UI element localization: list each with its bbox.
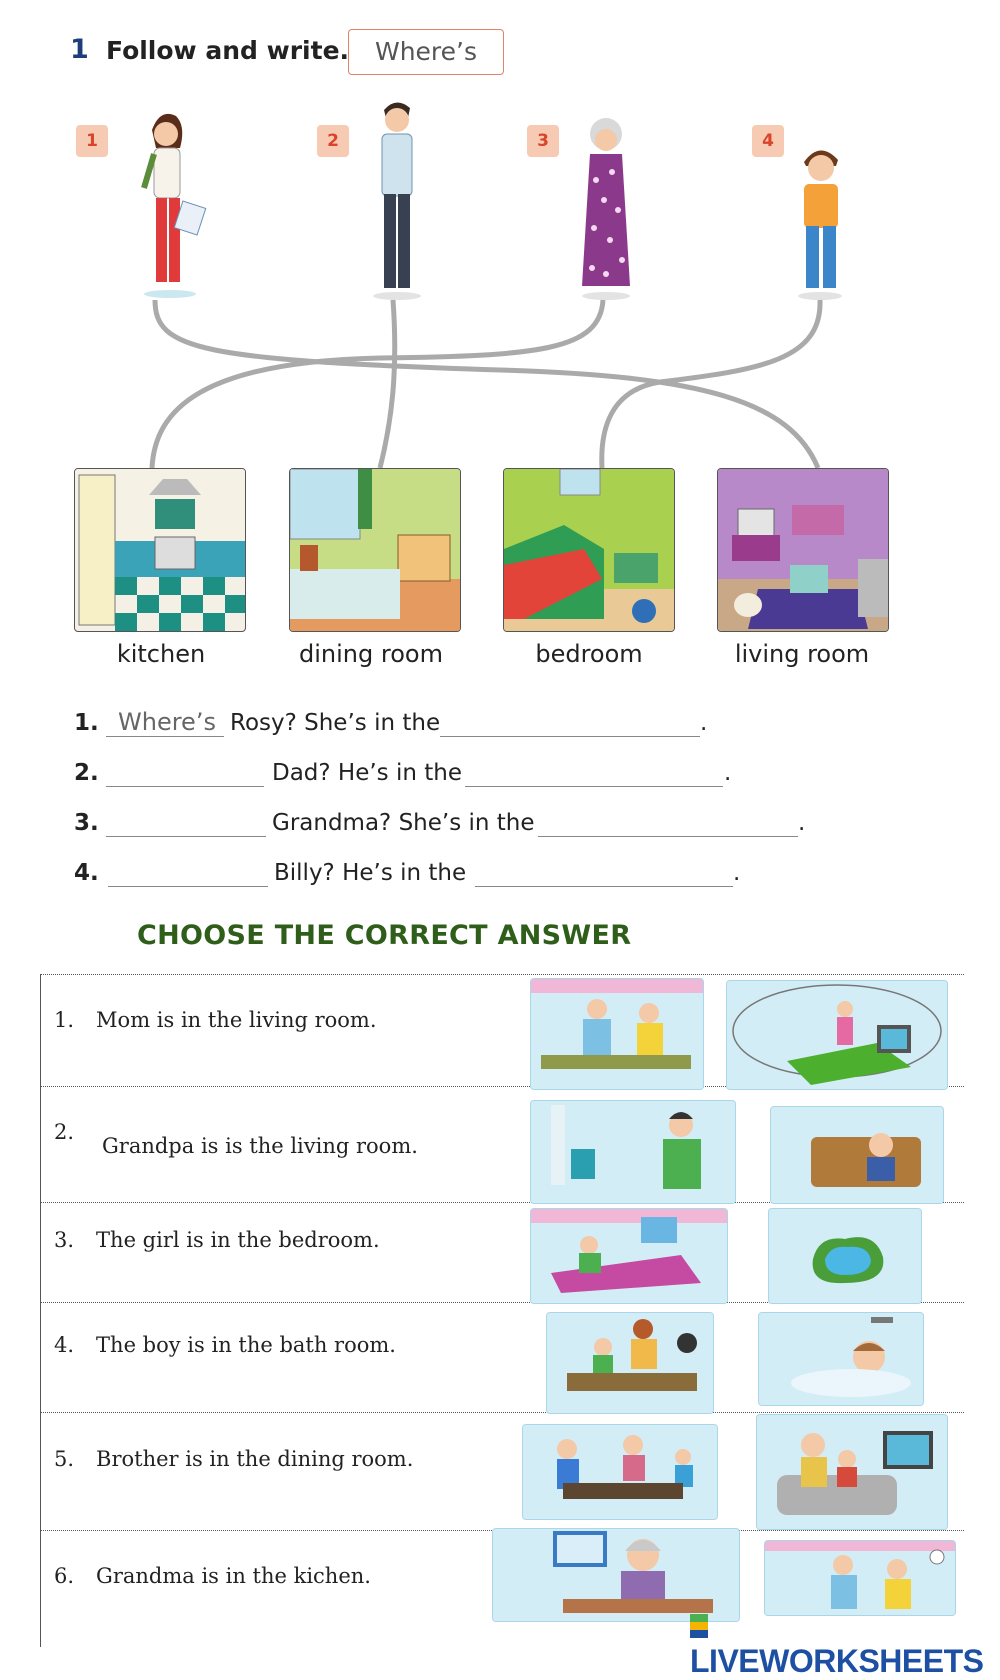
- option-4a-kitchen-picture[interactable]: [546, 1312, 714, 1414]
- sentence-text: Rosy? She’s in the: [230, 710, 441, 736]
- row-sentence: The girl is in the bedroom.: [96, 1228, 380, 1252]
- answer-filled: Where’s: [118, 708, 216, 736]
- sentence-end: .: [724, 760, 732, 786]
- room-label-bedroom: bedroom: [535, 640, 643, 668]
- option-4b-bathroom-picture[interactable]: [758, 1312, 924, 1406]
- table-row: [54, 1228, 380, 1252]
- option-2b-living-room-picture[interactable]: [770, 1106, 944, 1204]
- boy-washing-icon: [531, 1101, 735, 1203]
- living-room-scene-icon: [727, 981, 947, 1089]
- row-number: 3.: [54, 1228, 75, 1252]
- sentence-number: 3.: [74, 810, 99, 836]
- row-sentence: Grandpa is is the living room.: [102, 1134, 418, 1158]
- kitchen-scene-icon: [531, 979, 703, 1089]
- room-label-kitchen: kitchen: [116, 640, 206, 668]
- bedroom-picture: [503, 468, 675, 632]
- dining-room-icon: [290, 469, 461, 632]
- grandma-character-icon: [566, 110, 646, 300]
- badge-3: 3: [527, 125, 559, 157]
- girl-bedroom-icon: [531, 1209, 727, 1303]
- living-room-picture: [717, 468, 889, 632]
- answer-blank-4a[interactable]: [108, 862, 268, 887]
- badge-2: 2: [317, 125, 349, 157]
- option-1a-kitchen-picture[interactable]: [530, 978, 704, 1090]
- kitchen-scene-icon: [765, 1541, 955, 1615]
- answer-blank-1b[interactable]: [440, 712, 700, 737]
- family-dinner-icon: [523, 1425, 717, 1519]
- sentence-text: Grandma? She’s in the: [272, 810, 535, 836]
- answer-blank-2a[interactable]: [106, 762, 264, 787]
- row-number: 5.: [54, 1447, 75, 1471]
- answer-blank-3a[interactable]: [106, 812, 266, 837]
- dad-character-icon: [362, 96, 432, 300]
- sentence-text: Dad? He’s in the: [272, 760, 462, 786]
- pool-icon: [769, 1209, 921, 1303]
- liveworksheets-logo: [690, 1606, 1000, 1680]
- table-row: [54, 1333, 396, 1357]
- sentence-number: 1.: [74, 710, 99, 736]
- row-number: 6.: [54, 1564, 75, 1588]
- row-sentence: Mom is in the living room.: [96, 1008, 377, 1032]
- option-3a-bedroom-picture[interactable]: [530, 1208, 728, 1304]
- liveworksheets-logo-icon: [690, 1614, 708, 1638]
- dining-room-picture: [289, 468, 461, 632]
- sentence-end: .: [700, 710, 708, 736]
- answer-blank-2b[interactable]: [465, 762, 723, 787]
- family-tv-icon: [757, 1415, 947, 1529]
- row-number: 1.: [54, 1008, 75, 1032]
- row-number: 2.: [54, 1120, 75, 1144]
- badge-4: 4: [752, 125, 784, 157]
- option-3b-pool-picture[interactable]: [768, 1208, 922, 1304]
- living-room-icon: [718, 469, 889, 632]
- table-row: [54, 1008, 377, 1032]
- answer-blank-4b[interactable]: [475, 862, 733, 887]
- answer-blank-1a[interactable]: [106, 708, 224, 737]
- boy-character-icon: [786, 140, 856, 300]
- sentence-end: .: [733, 860, 741, 886]
- bedroom-icon: [504, 469, 675, 632]
- answer-blank-3b[interactable]: [538, 812, 798, 837]
- table-row: [54, 1564, 371, 1588]
- row-sentence: Brother is in the dining room.: [96, 1447, 414, 1471]
- room-label-living-room: living room: [734, 640, 870, 668]
- option-1b-living-room-picture[interactable]: [726, 980, 948, 1090]
- option-2a-kitchen-picture[interactable]: [530, 1100, 736, 1204]
- sentence-text: Billy? He’s in the: [274, 860, 467, 886]
- section-title: CHOOSE THE CORRECT ANSWER: [137, 920, 632, 951]
- table-divider: [40, 974, 964, 975]
- girl-character-icon: [120, 108, 230, 298]
- boy-bath-icon: [759, 1313, 923, 1405]
- table-row: [54, 1447, 413, 1471]
- row-number: 4.: [54, 1333, 75, 1357]
- kitchen-picture: [74, 468, 246, 632]
- liveworksheets-wordmark: LIVEWORKSHEETS: [690, 1643, 984, 1679]
- row-sentence: The boy is in the bath room.: [96, 1333, 396, 1357]
- matching-lines: [0, 290, 1000, 470]
- option-6b-kitchen-picture[interactable]: [764, 1540, 956, 1616]
- row-sentence: Grandma is in the kichen.: [96, 1564, 371, 1588]
- grandpa-sofa-icon: [771, 1107, 943, 1203]
- example-word-box: Where’s: [348, 29, 504, 75]
- badge-1: 1: [76, 125, 108, 157]
- kitchen-icon: [75, 469, 246, 632]
- exercise-number: 1: [70, 34, 89, 65]
- sentence-number: 4.: [74, 860, 99, 886]
- room-label-dining-room: dining room: [299, 640, 443, 668]
- option-5a-dining-room-picture[interactable]: [522, 1424, 718, 1520]
- option-5b-living-room-picture[interactable]: [756, 1414, 948, 1530]
- exercise-title: Follow and write.: [106, 36, 350, 65]
- cooking-icon: [547, 1313, 713, 1413]
- sentence-number: 2.: [74, 760, 99, 786]
- table-divider: [40, 1412, 964, 1413]
- sentence-end: .: [798, 810, 806, 836]
